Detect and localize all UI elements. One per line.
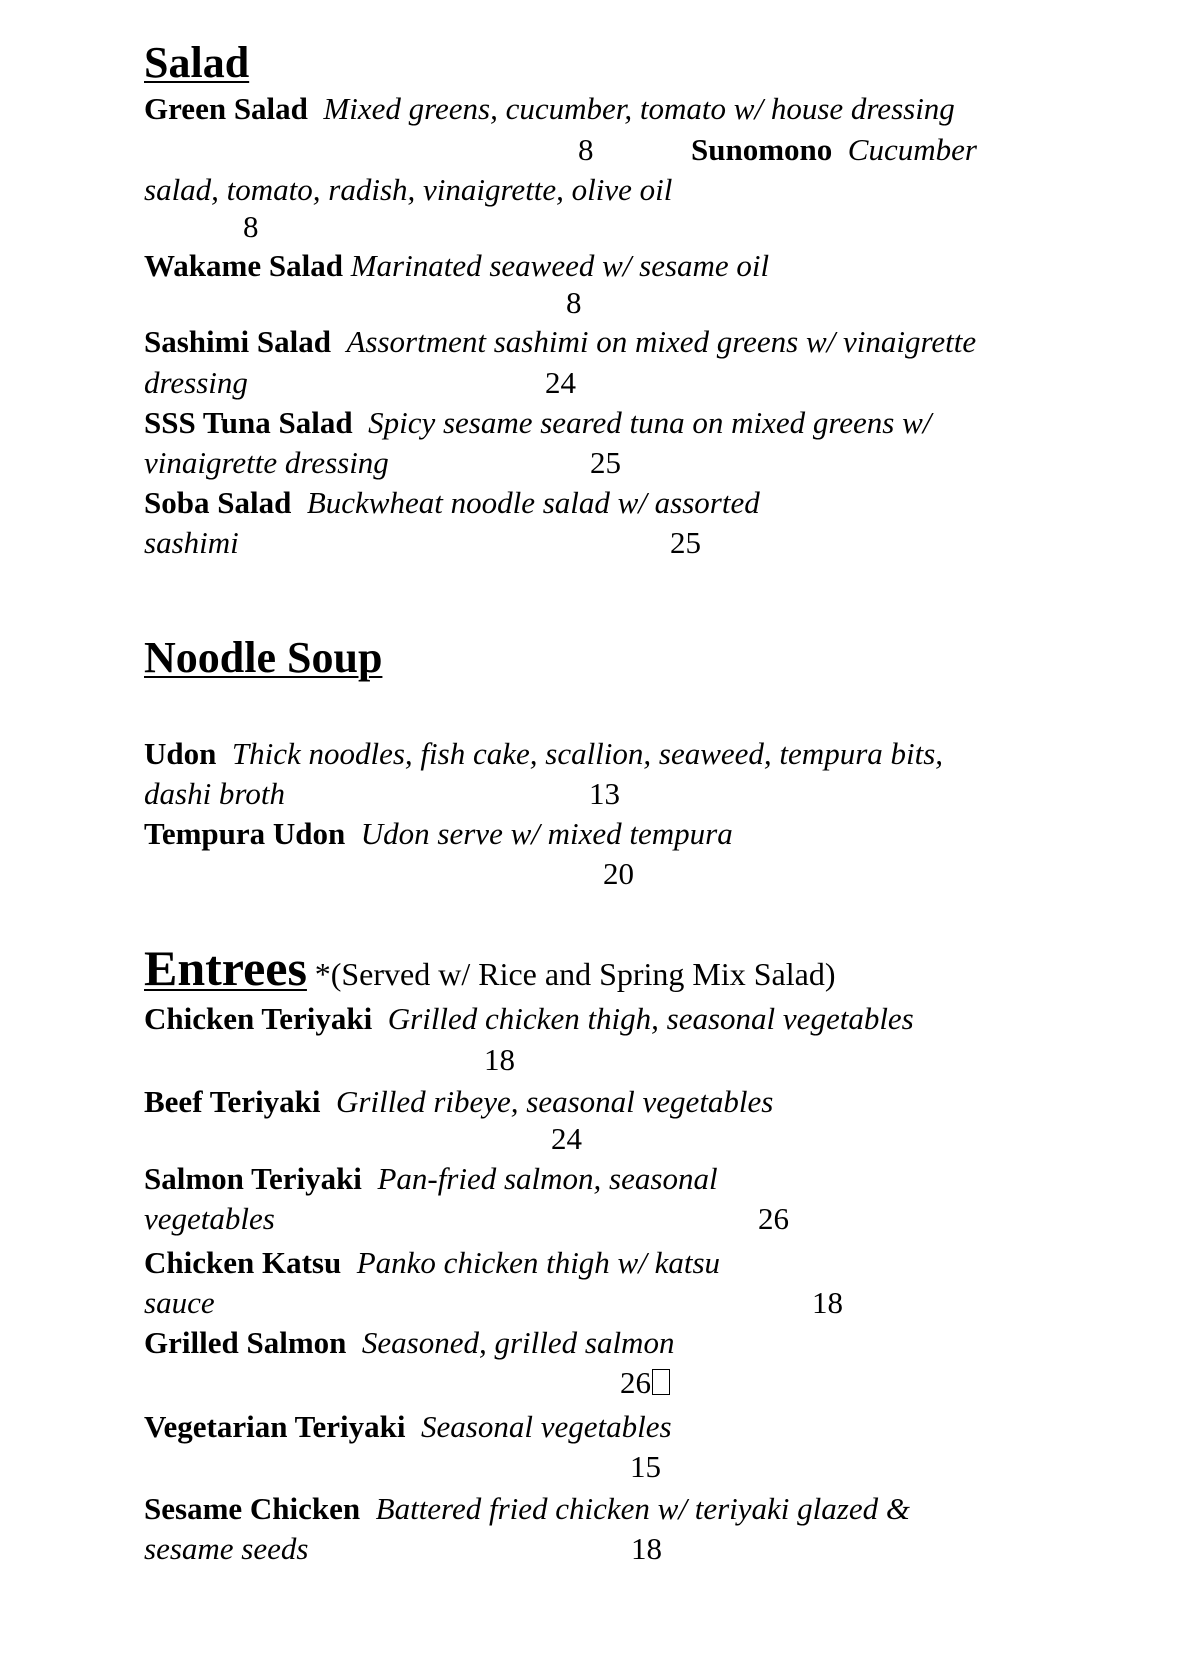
item-description-continued: [144, 1200, 789, 1238]
item-description: Spicy sesame seared tuna on mixed greens w/: [368, 405, 932, 440]
menu-item-chicken-teriyaki: [144, 1000, 914, 1038]
item-name: Udon: [144, 736, 217, 771]
menu-item-sesame-chicken: [144, 1490, 910, 1528]
item-description-continued: [144, 364, 576, 402]
item-name: Salmon Teriyaki: [144, 1161, 362, 1196]
item-price: 25: [670, 525, 701, 560]
item-description: Mixed greens, cucumber, tomato w/ house dressing: [323, 91, 955, 126]
item-description-line2: dressing: [144, 365, 248, 400]
entrees-heading-row: [144, 940, 836, 1003]
item-description: Battered fried chicken w/ teriyaki glazed &: [375, 1491, 910, 1526]
item-description-line2: sashimi: [144, 525, 239, 560]
item-description-line2: vegetables: [144, 1201, 275, 1236]
item-name: Chicken Katsu: [144, 1245, 342, 1280]
item-price: 13: [589, 776, 620, 811]
item-description: Assortment sashimi on mixed greens w/ vinaigrette: [346, 324, 977, 359]
menu-item-udon: [144, 735, 943, 773]
item-description: Grilled chicken thigh, seasonal vegetables: [387, 1001, 914, 1036]
item-price: 20: [603, 856, 634, 891]
menu-item-grilled-salmon: [144, 1324, 674, 1362]
grilled-salmon-price: [620, 1364, 670, 1402]
menu-item-sashimi-salad: [144, 323, 976, 361]
item-name: Chicken Teriyaki: [144, 1001, 373, 1036]
menu-item-beef-teriyaki: [144, 1083, 773, 1121]
item-name: Soba Salad: [144, 485, 292, 520]
item-description: Cucumber: [847, 132, 977, 167]
item-description-line2: sauce: [144, 1285, 215, 1320]
item-description-continued: [144, 1284, 843, 1322]
item-name: Vegetarian Teriyaki: [144, 1409, 406, 1444]
item-name: Beef Teriyaki: [144, 1084, 321, 1119]
item-price: 8: [578, 132, 594, 167]
entrees-note: *(Served w/ Rice and Spring Mix Salad): [314, 956, 836, 992]
item-price: 18: [812, 1285, 843, 1320]
item-name: Sunomono: [691, 132, 833, 167]
item-price: 24: [545, 365, 576, 400]
entrees-heading: Entrees: [144, 940, 307, 996]
item-price: 18: [631, 1531, 662, 1566]
item-description: Pan-fried salmon, seasonal: [377, 1161, 718, 1196]
item-price: 18: [484, 1042, 515, 1077]
item-price: 8: [243, 209, 259, 244]
item-description-continued: [144, 444, 621, 482]
missing-glyph-box: [652, 1369, 670, 1395]
item-description-continued: [144, 524, 701, 562]
item-name: SSS Tuna Salad: [144, 405, 353, 440]
item-name: Wakame Salad: [144, 248, 343, 283]
salad-heading: Salad: [144, 38, 250, 87]
item-description-continued: [144, 1530, 662, 1568]
menu-item-chicken-katsu: [144, 1244, 720, 1282]
menu-item-green-salad: [144, 90, 955, 128]
menu-item-tempura-udon: [144, 815, 733, 853]
item-price: 8: [566, 285, 582, 320]
item-name: Sesame Chicken: [144, 1491, 361, 1526]
item-description-line2: salad, tomato, radish, vinaigrette, olive oil: [144, 172, 673, 207]
menu-item-sss-tuna-salad: [144, 404, 931, 442]
item-description-continued: [144, 775, 620, 813]
item-description: Seasonal vegetables: [421, 1409, 672, 1444]
item-description-line2: dashi broth: [144, 776, 285, 811]
item-name: Sashimi Salad: [144, 324, 331, 359]
item-description: Seasoned, grilled salmon: [361, 1325, 675, 1360]
menu-item-wakame-salad: [144, 247, 769, 285]
item-description-line2: vinaigrette dressing: [144, 445, 389, 480]
item-description: Thick noodles, fish cake, scallion, seaweed, tempura bits,: [231, 736, 944, 771]
item-price: 15: [630, 1449, 661, 1484]
item-description: Grilled ribeye, seasonal vegetables: [336, 1084, 774, 1119]
item-description-continued: [144, 171, 672, 209]
item-description: Panko chicken thigh w/ katsu: [356, 1245, 721, 1280]
menu-item-salmon-teriyaki: [144, 1160, 718, 1198]
item-price: 26: [758, 1201, 789, 1236]
item-name: Tempura Udon: [144, 816, 346, 851]
item-name: Green Salad: [144, 91, 308, 126]
item-name: Grilled Salmon: [144, 1325, 347, 1360]
item-description: Udon serve w/ mixed tempura: [360, 816, 733, 851]
item-price: 24: [551, 1121, 582, 1156]
item-price: 26: [620, 1365, 651, 1400]
item-description: Buckwheat noodle salad w/ assorted: [306, 485, 760, 520]
noodle-soup-heading: Noodle Soup: [144, 633, 383, 682]
item-description-line2: sesame seeds: [144, 1531, 309, 1566]
item-price: 25: [590, 445, 621, 480]
menu-item-soba-salad: [144, 484, 760, 522]
item-description: Marinated seaweed w/ sesame oil: [350, 248, 770, 283]
menu-item-vegetarian-teriyaki: [144, 1408, 672, 1446]
